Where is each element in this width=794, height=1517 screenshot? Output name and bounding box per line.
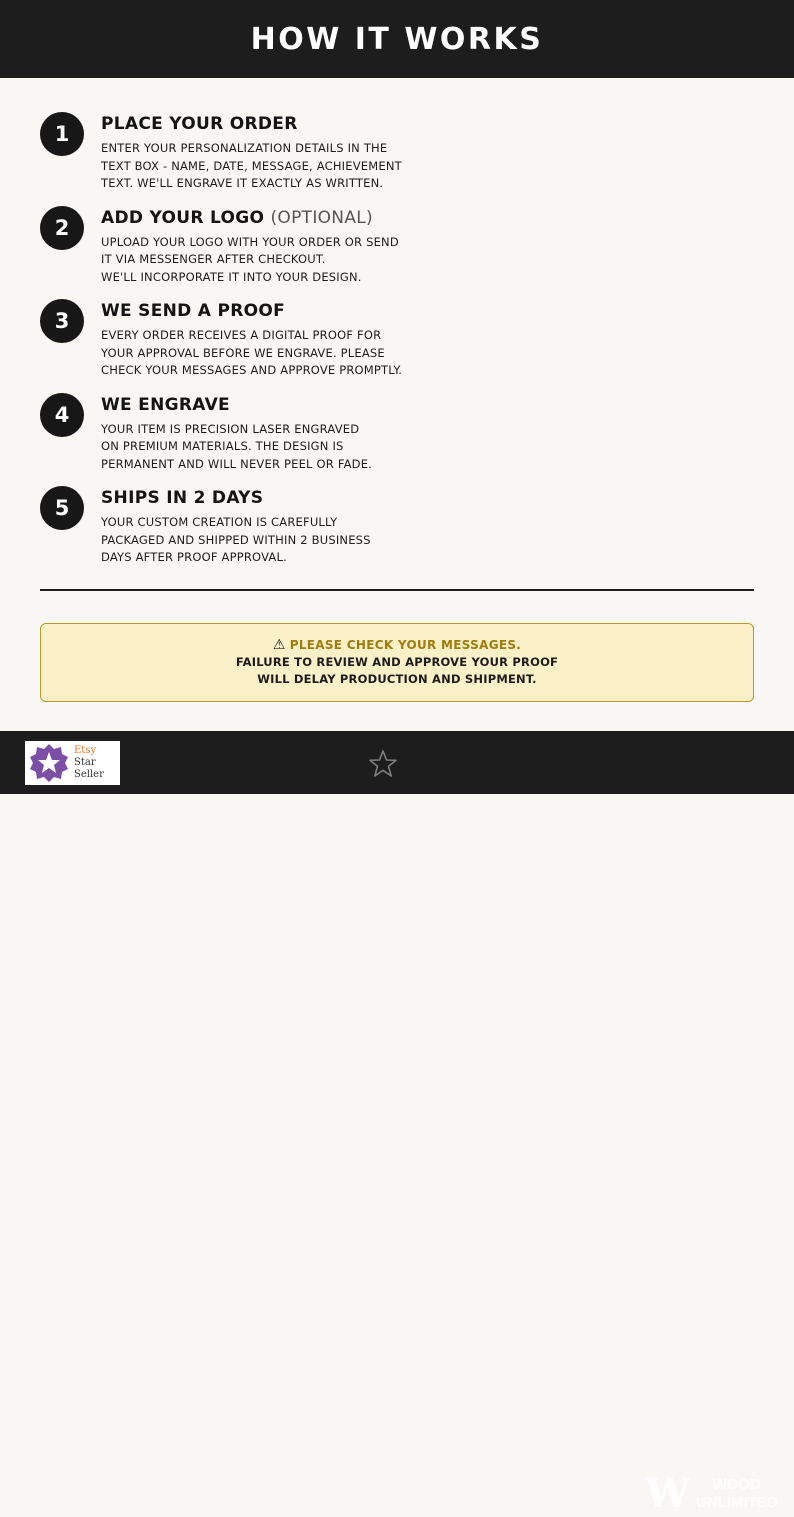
notice-line: WILL DELAY PRODUCTION AND SHIPMENT. (257, 672, 537, 686)
step-title: WE ENGRAVE (101, 394, 230, 415)
step-4 (40, 393, 760, 487)
step-title: PLACE YOUR ORDER (101, 114, 298, 134)
step-description: ENTER YOUR PERSONALIZATION DETAILS IN THE TEXT BOX - NAME, DATE, MESSAGE, ACHIEVEMENT TEXT. WE'LL ENGRAVE IT EXACTLY AS WRITTEN. (101, 141, 402, 190)
section-divider (40, 589, 754, 591)
notice-line: FAILURE TO REVIEW AND APPROVE YOUR PROOF (235, 655, 559, 669)
steps-list (40, 112, 760, 580)
page-title: HOW IT WORKS (250, 21, 544, 57)
step-description: YOUR ITEM IS PRECISION LASER ENGRAVED ON PREMIUM MATERIALS. THE DESIGN IS PERMANENT AND WILL NEVER PEEL OR FADE. (101, 421, 373, 471)
step-3 (40, 299, 760, 393)
step-1 (40, 112, 760, 206)
step-number-badge: 3 (40, 299, 84, 343)
star-seller-badge-icon (27, 743, 71, 783)
step-2 (40, 206, 760, 300)
etsy-star-seller-badge (25, 741, 120, 785)
step-number-badge: 4 (40, 393, 84, 437)
star-icon (368, 749, 398, 779)
wood-unlimited-logo (645, 1470, 778, 1517)
logo-line-2: UNLIMITED (695, 1494, 778, 1511)
step-description: YOUR CUSTOM CREATION IS CAREFULLY PACKAGED AND SHIPPED WITHIN 2 BUSINESS DAYS AFTER PROOF APPROVAL. (101, 515, 371, 564)
step-number-badge: 2 (40, 206, 84, 250)
optional-tag: (OPTIONAL) (270, 207, 373, 228)
step-number-badge: 1 (40, 112, 84, 156)
notice-box (40, 623, 754, 702)
notice-title: ⚠ PLEASE CHECK YOUR MESSAGES. (272, 637, 522, 653)
badge-etsy-label: Etsy (74, 745, 97, 756)
step-title: SHIPS IN 2 DAYS (101, 488, 264, 508)
step-description: EVERY ORDER RECEIVES A DIGITAL PROOF FOR YOUR APPROVAL BEFORE WE ENGRAVE. PLEASE CHECK YOUR MESSAGES AND APPROVE PROMPTLY. (101, 328, 403, 377)
step-description: UPLOAD YOUR LOGO WITH YOUR ORDER OR SEND IT VIA MESSENGER AFTER CHECKOUT. WE'LL INCORPORATE IT INTO YOUR DESIGN. (101, 234, 399, 284)
badge-seller-label: Star Seller (74, 757, 104, 780)
warning-icon: ⚠ (272, 637, 286, 653)
logo-line-1: WOOD (712, 1476, 761, 1493)
step-number-badge: 5 (40, 486, 84, 530)
step-5 (40, 486, 760, 580)
header-bar (0, 0, 794, 78)
step-title: WE SEND A PROOF (101, 301, 286, 321)
step-title: ADD YOUR LOGO (OPTIONAL) (101, 207, 373, 228)
logo-mark: W (645, 1470, 690, 1517)
